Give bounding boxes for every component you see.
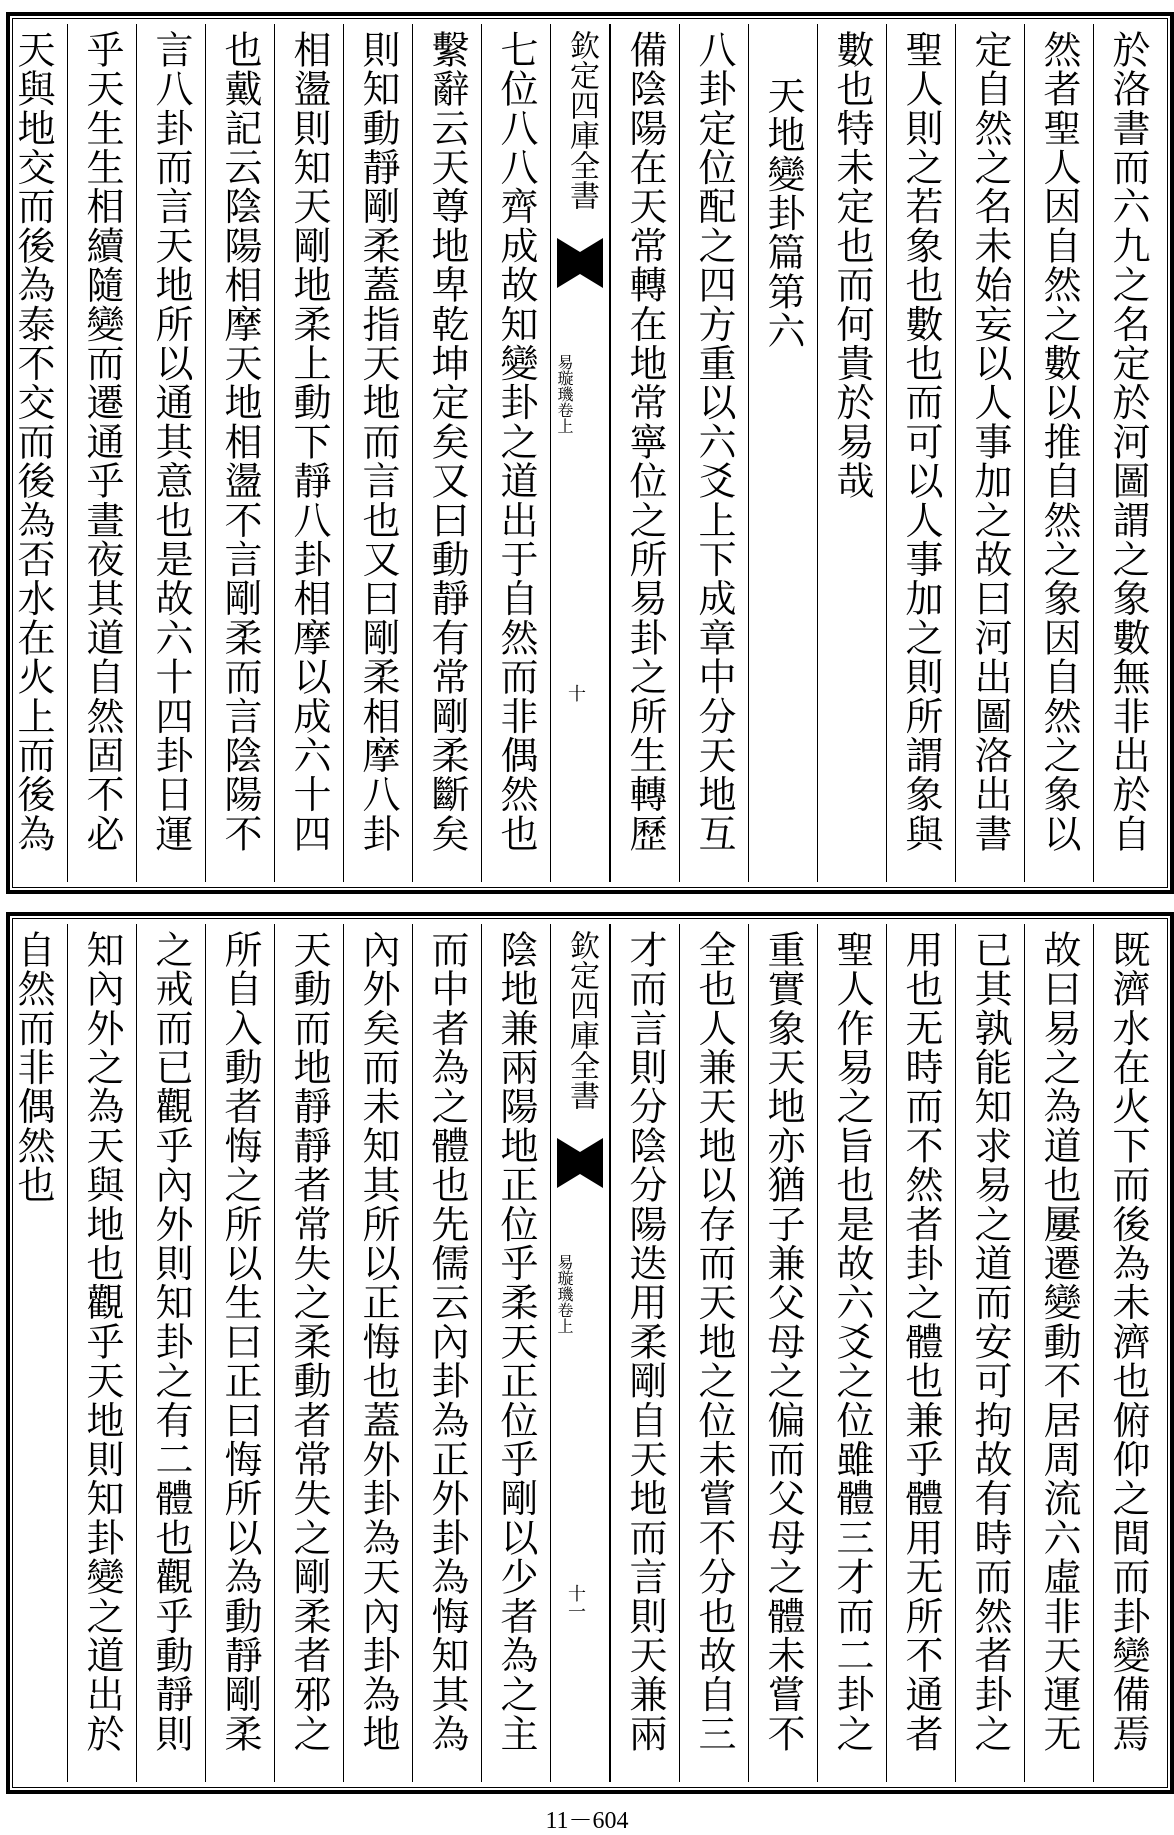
page-number: 11－604 [545,1808,629,1834]
text-column: 相盪則知天剛地柔上動下靜八卦相摩以成六十四 [274,24,343,882]
text-column: 聖人則之若象也數也而可以人事加之則所謂象與 [886,24,955,882]
text-column: 聖人作易之旨也是故六爻之位雖體三才而二卦之 [817,924,886,1782]
text-column: 八卦定位配之四方重以六爻上下成章中分天地互 [679,24,748,882]
text-column: 繫辭云天尊地卑乾坤定矣又曰動靜有常剛柔斷矣 [412,24,481,882]
text-column: 天動而地靜靜者常失之柔動者常失之剛柔者邪之 [274,924,343,1782]
folio-number: 十一 [565,1584,586,1620]
text-column: 於洛書而六九之名定於河圖謂之象數無非出於自 [1093,24,1162,882]
text-column: 已其孰能知求易之道而安可拘故有時而然者卦之 [955,924,1024,1782]
text-column: 重實象天地亦猶子兼父母之偏而父母之體未嘗不 [748,924,817,1782]
center-fold [550,24,610,882]
text-column: 知內外之為天與地也觀乎天地則知卦變之道出於 [67,924,136,1782]
folio-number: 十 [565,684,586,702]
text-column: 也戴記云陰陽相摩天地相盪不言剛柔而言陰陽不 [205,24,274,882]
bottom-page [6,912,1174,1794]
bottom-page-columns [11,924,1162,1782]
chapter-label: 易璇璣卷上 [555,1254,574,1334]
text-column: 七位八八齊成故知變卦之道出于自然而非偶然也 [481,24,550,882]
text-column: 內外矣而未知其所以正悔也蓋外卦為天內卦為地 [343,924,412,1782]
section-heading: 天地變卦篇第六 [748,24,817,882]
book-title: 欽定四庫全書 [564,930,599,1110]
top-page [6,12,1174,894]
center-fold [550,924,610,1782]
text-column: 所自入動者悔之所以生曰正曰悔所以為動靜剛柔 [205,924,274,1782]
text-column: 備陰陽在天常轉在地常寧位之所易卦之所生轉歷 [610,24,679,882]
fish-tail-mark-icon [557,1138,603,1188]
text-column: 乎天生生相續隨變而遷通乎晝夜其道自然固不必 [67,24,136,882]
book-title: 欽定四庫全書 [564,30,599,210]
text-column: 用也无時而不然者卦之體也兼乎體用无所不通者 [886,924,955,1782]
text-column: 天與地交而後為泰不交而後為否水在火上而後為 [11,30,55,854]
text-column: 定自然之名未始妄以人事加之故曰河出圖洛出書 [955,24,1024,882]
fish-tail-mark-icon [557,238,603,288]
text-column: 既濟水在火下而後為未濟也俯仰之間而卦變備焉 [1093,924,1162,1782]
chapter-label: 易璇璣卷上 [555,354,574,434]
text-column: 而中者為之體也先儒云內卦為正外卦為悔知其為 [412,924,481,1782]
text-column: 陰地兼兩陽地正位乎柔天正位乎剛以少者為之主 [481,924,550,1782]
text-column: 言八卦而言天地所以通其意也是故六十四卦日運 [136,24,205,882]
top-page-columns [11,24,1162,882]
text-column: 然者聖人因自然之數以推自然之象因自然之象以 [1024,24,1093,882]
text-column: 之戒而已觀乎內外則知卦之有二體也觀乎動靜則 [136,924,205,1782]
text-column: 故曰易之為道也屢遷變動不居周流六虛非天運无 [1024,924,1093,1782]
text-column: 自然而非偶然也 [11,930,55,1205]
text-column: 全也人兼天地以存而天地之位未嘗不分也故自三 [679,924,748,1782]
text-column: 則知動靜剛柔蓋指天地而言也又曰剛柔相摩八卦 [343,24,412,882]
text-column: 數也特未定也而何貴於易哉 [817,24,886,882]
text-column: 才而言則分陰分陽迭用柔剛自天地而言則天兼兩 [610,924,679,1782]
